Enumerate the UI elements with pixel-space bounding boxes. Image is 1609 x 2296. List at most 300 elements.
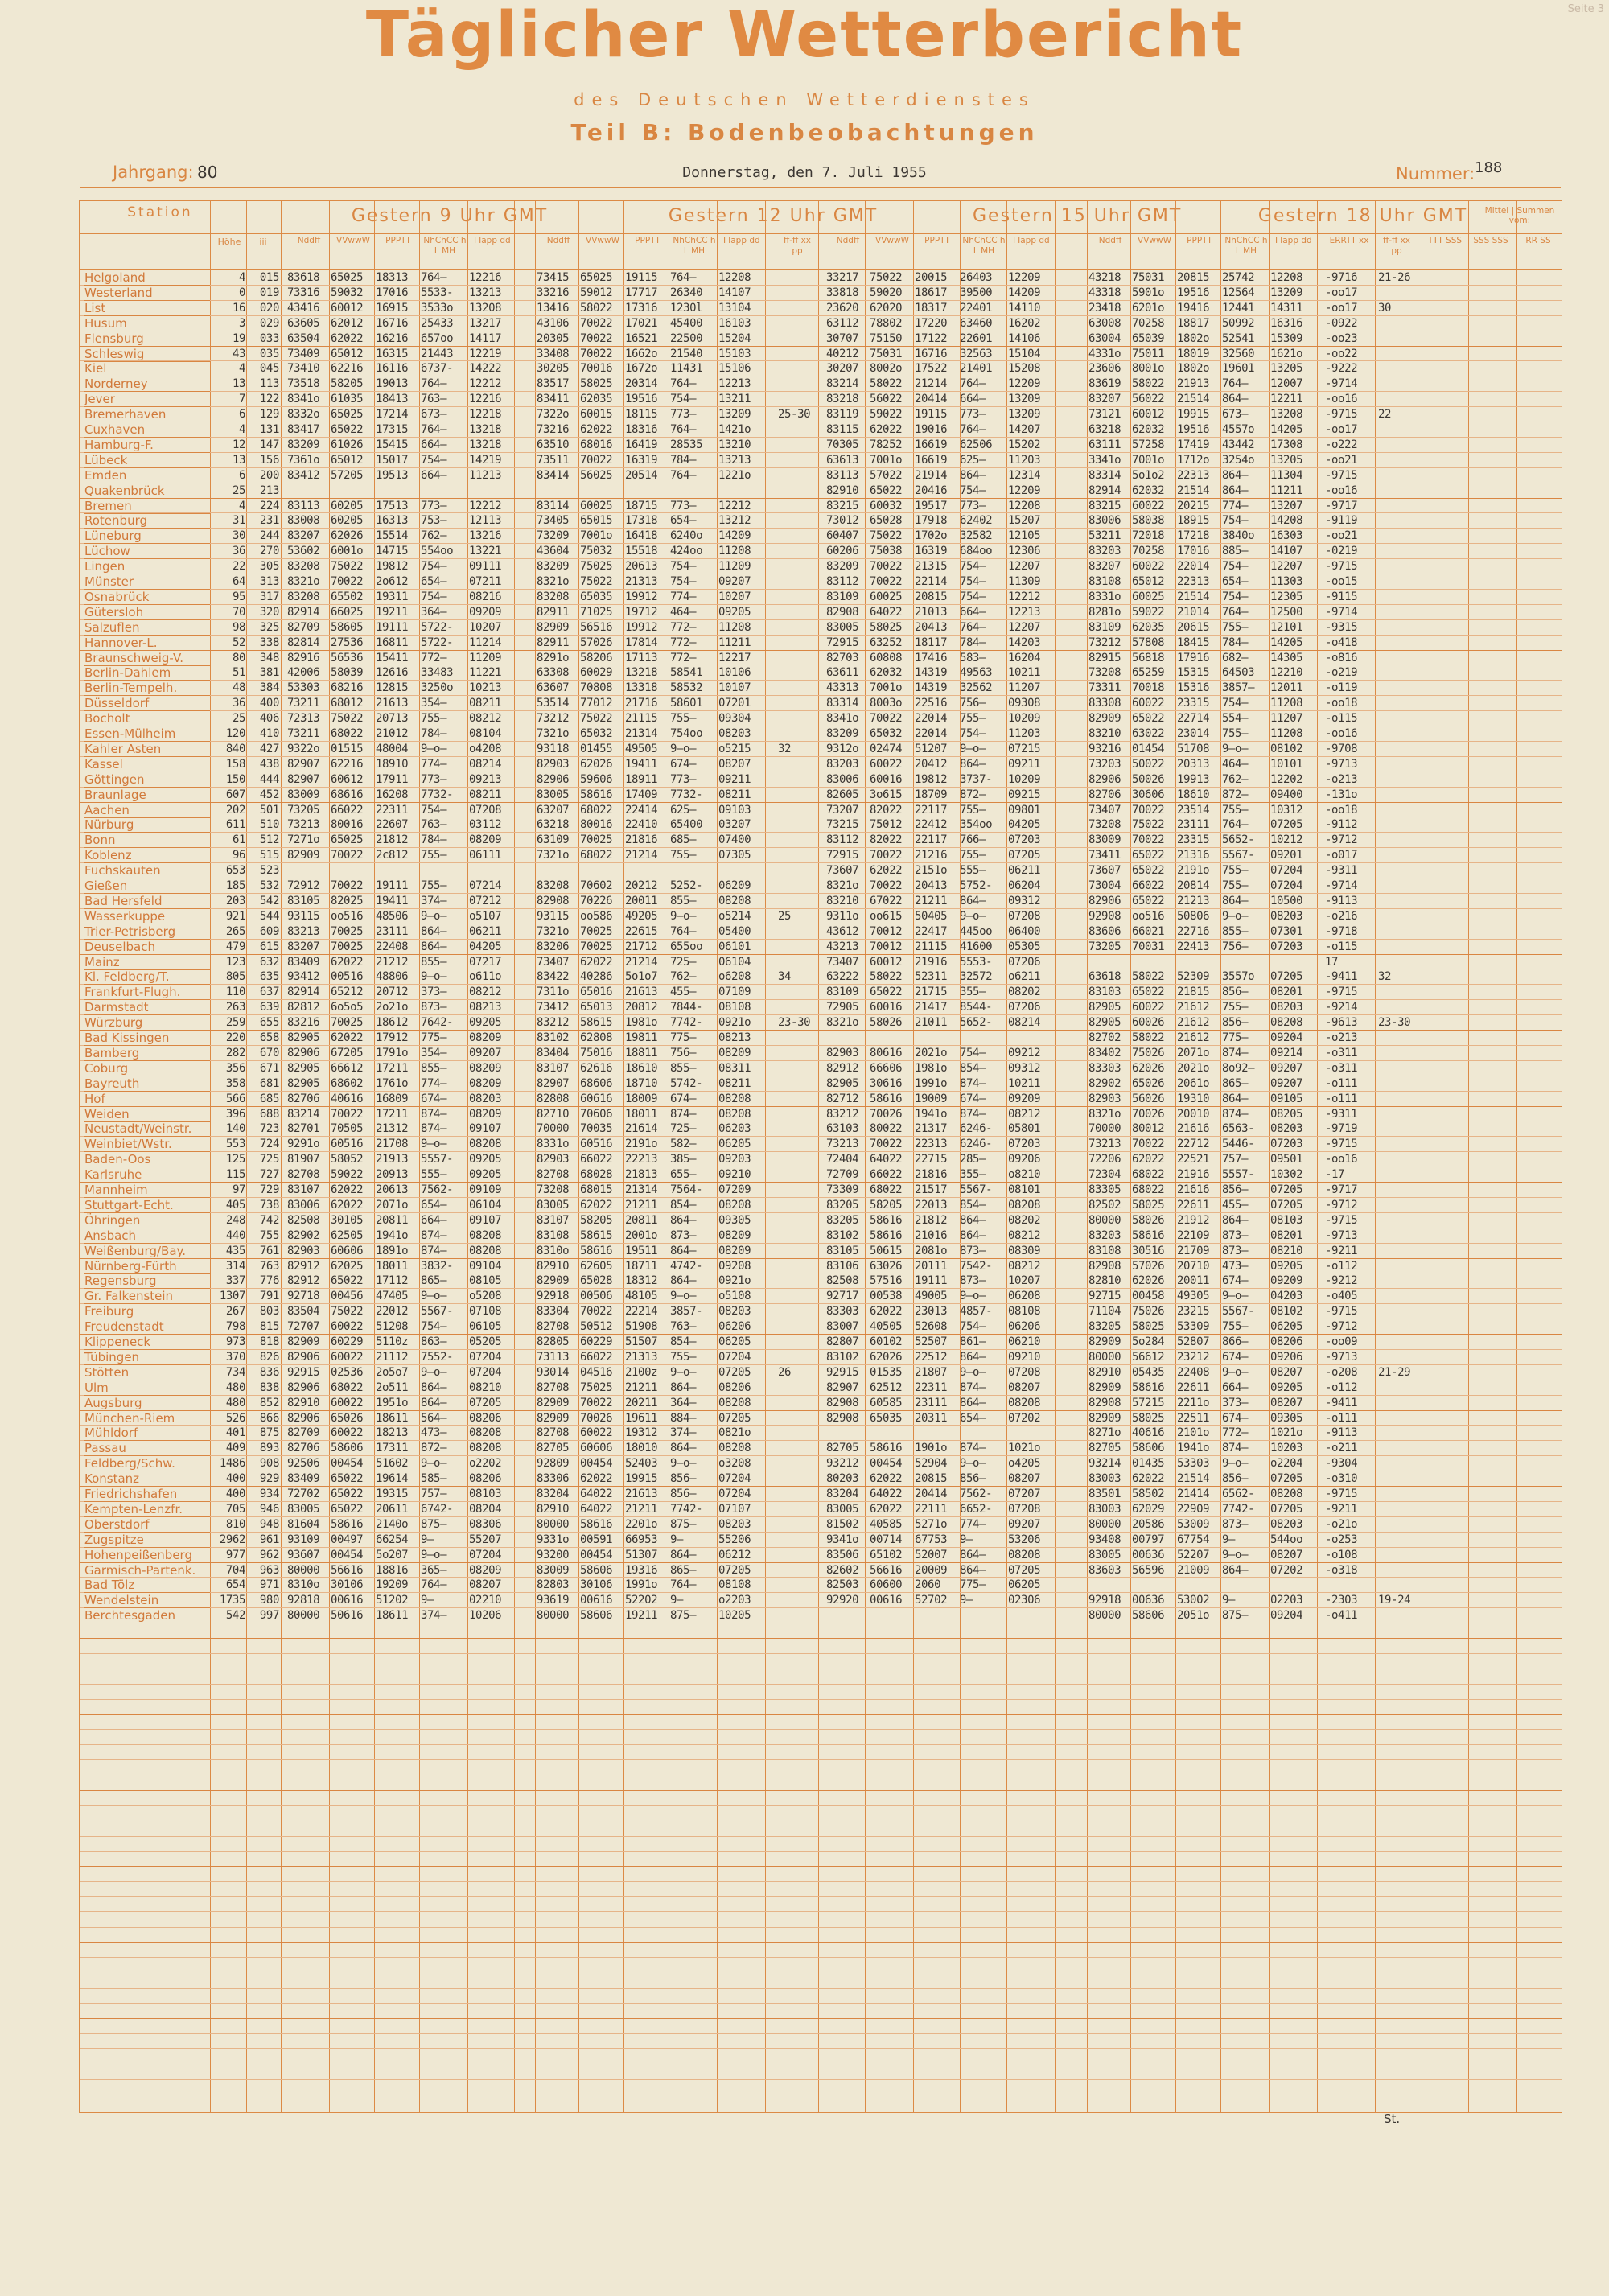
sub-9-ttapp: TTapp dd bbox=[472, 236, 511, 245]
obs-18-value: 08205 bbox=[1270, 1107, 1303, 1121]
obs-9-value: 16313 bbox=[376, 514, 409, 528]
obs-15-value: 66022 bbox=[870, 1168, 903, 1182]
obs-18-value: 22521 bbox=[1177, 1153, 1210, 1167]
obs-18-value: 60012 bbox=[1132, 408, 1165, 422]
station-index: 348 bbox=[259, 651, 279, 665]
obs-18-value: 65022 bbox=[1132, 985, 1165, 999]
obs-9-value: 09209 bbox=[469, 605, 502, 619]
obs-18-value: -o21o bbox=[1325, 1517, 1358, 1531]
obs-18-value: 09214 bbox=[1270, 1046, 1303, 1060]
obs-9-value: 81604 bbox=[287, 1517, 320, 1531]
obs-12-value: 20011 bbox=[625, 894, 658, 907]
obs-18-value: 56596 bbox=[1132, 1563, 1165, 1577]
obs-12-value: 1662o bbox=[625, 347, 658, 360]
obs-9-value: 21708 bbox=[376, 1138, 409, 1151]
station-height: 409 bbox=[225, 1442, 245, 1455]
obs-12-value: 08208 bbox=[718, 1396, 751, 1409]
obs-18-value: 23418 bbox=[1088, 301, 1121, 315]
obs-9-value bbox=[287, 483, 331, 498]
obs-12-value: 8331o bbox=[537, 1138, 570, 1151]
grid-hline bbox=[80, 1759, 1562, 1760]
obs-18-value: 764— bbox=[1222, 377, 1249, 391]
obs-18-value: o2204 bbox=[1270, 1457, 1303, 1471]
obs-9-value: 82708 bbox=[287, 1168, 320, 1182]
obs-15-value: 00714 bbox=[870, 1533, 903, 1546]
obs-18-value bbox=[1177, 1578, 1222, 1592]
obs-18-value bbox=[1378, 1031, 1430, 1045]
obs-15-value: 7001o bbox=[870, 681, 903, 695]
obs-9-value: 365— bbox=[421, 1563, 447, 1577]
obs-18-value: 772— bbox=[1222, 1426, 1249, 1440]
obs-9-value bbox=[469, 483, 521, 498]
station-index: 224 bbox=[259, 499, 279, 512]
obs-18-value: 58022 bbox=[1132, 1031, 1165, 1044]
obs-15-value: 22013 bbox=[915, 1198, 948, 1212]
obs-18-value: 82908 bbox=[1088, 1259, 1121, 1273]
obs-9-value: 83105 bbox=[287, 894, 320, 907]
obs-9-value: 47405 bbox=[376, 1290, 409, 1303]
obs-15-value bbox=[915, 1608, 960, 1623]
station-height: 265 bbox=[225, 924, 245, 938]
obs-18-value: 73205 bbox=[1088, 940, 1121, 953]
obs-12-value: 1672o bbox=[625, 362, 658, 376]
obs-15-value: 625— bbox=[960, 453, 986, 467]
obs-9-value: 51208 bbox=[376, 1320, 409, 1334]
obs-9-value: 56616 bbox=[331, 1563, 364, 1577]
obs-12-value: 1981o bbox=[625, 1016, 658, 1030]
obs-12-value: 21313 bbox=[625, 575, 658, 588]
obs-15-value: 63103 bbox=[826, 1122, 859, 1136]
obs-9-value: 00454 bbox=[331, 1457, 364, 1471]
obs-15-value: 12207 bbox=[1008, 620, 1041, 634]
obs-18-value: 9—o— bbox=[1222, 1548, 1249, 1562]
obs-9-value: 83209 bbox=[287, 438, 320, 451]
obs-9-value: 67205 bbox=[331, 1046, 364, 1060]
obs-9-value: 08209 bbox=[469, 1061, 502, 1075]
obs-12-value: 374— bbox=[670, 1426, 697, 1440]
obs-18-value: 50026 bbox=[1132, 772, 1165, 786]
obs-9-value: 13217 bbox=[469, 316, 502, 330]
obs-18-value: 83207 bbox=[1088, 393, 1121, 406]
obs-12-value: 58025 bbox=[580, 377, 613, 391]
obs-15-value: 63222 bbox=[826, 970, 859, 984]
station-height: 110 bbox=[225, 985, 245, 999]
obs-15-value: 06206 bbox=[1008, 1320, 1041, 1334]
obs-18-value: 3341o bbox=[1088, 453, 1121, 467]
station-index: 738 bbox=[259, 1198, 279, 1212]
obs-18-value: 14311 bbox=[1270, 301, 1303, 315]
obs-18-value: 755— bbox=[1222, 727, 1249, 740]
obs-9-value: 1791o bbox=[376, 1046, 409, 1060]
obs-18-value: 21612 bbox=[1177, 1031, 1210, 1044]
obs-12-value: 60229 bbox=[580, 1335, 613, 1348]
obs-15-value: 73407 bbox=[826, 955, 859, 969]
obs-18-value: 08207 bbox=[1270, 1365, 1303, 1379]
station-name: Hamburg-F. bbox=[84, 438, 210, 453]
obs-15-value: 57022 bbox=[870, 468, 903, 482]
obs-15-value: 2151o bbox=[915, 864, 948, 878]
table-row bbox=[80, 1440, 1562, 1455]
obs-18-value bbox=[1378, 590, 1430, 604]
station-height: 400 bbox=[225, 1487, 245, 1500]
table-row bbox=[80, 893, 1562, 908]
obs-9-value: 08211 bbox=[469, 697, 502, 710]
obs-9-value: 51202 bbox=[376, 1594, 409, 1607]
obs-9-value: 17315 bbox=[376, 423, 409, 436]
table-row bbox=[80, 604, 1562, 619]
obs-12-value: 674— bbox=[670, 1092, 697, 1105]
station-height: 705 bbox=[225, 1502, 245, 1516]
obs-9-value: 09111 bbox=[469, 560, 502, 574]
obs-12-value: 07201 bbox=[718, 697, 751, 710]
table-row bbox=[80, 1091, 1562, 1106]
obs-15-value: 285— bbox=[960, 1153, 986, 1167]
obs-18-value: 53309 bbox=[1177, 1320, 1210, 1334]
obs-9-value: 18611 bbox=[376, 1609, 409, 1623]
obs-9-value: 11221 bbox=[469, 666, 502, 680]
obs-12-value: 66022 bbox=[580, 1153, 613, 1167]
obs-18-value: 52807 bbox=[1177, 1335, 1210, 1348]
obs-12-value: 763— bbox=[670, 1320, 697, 1334]
obs-15-value: 06211 bbox=[1008, 864, 1041, 878]
obs-18-value: 07203 bbox=[1270, 940, 1303, 953]
table-row bbox=[80, 984, 1562, 999]
obs-12-value: 07305 bbox=[718, 849, 751, 862]
sub-mean-rr: RR SS bbox=[1525, 236, 1551, 245]
obs-18-value: 83006 bbox=[1088, 514, 1121, 528]
obs-15-value: 60012 bbox=[870, 955, 903, 969]
obs-9-value: 13213 bbox=[469, 286, 502, 299]
obs-9-value: 19013 bbox=[376, 377, 409, 391]
station-index: 818 bbox=[259, 1335, 279, 1348]
obs-18-value: 20586 bbox=[1132, 1517, 1165, 1531]
obs-9-value: 19411 bbox=[376, 894, 409, 907]
obs-12-value: 7001o bbox=[580, 529, 613, 543]
obs-18-value: -oo23 bbox=[1325, 331, 1358, 345]
obs-12-value: 80000 bbox=[537, 1609, 570, 1623]
station-name: Aachen bbox=[84, 803, 210, 818]
obs-18-value: 864— bbox=[1222, 393, 1249, 406]
station-index: 131 bbox=[259, 423, 279, 436]
obs-9-value: 82912 bbox=[287, 1274, 320, 1288]
obs-15-value: 70022 bbox=[870, 1138, 903, 1151]
obs-15-value: 874— bbox=[960, 1380, 986, 1394]
station-index: 406 bbox=[259, 712, 279, 726]
obs-18-value: 58502 bbox=[1132, 1487, 1165, 1500]
obs-12-value: 18710 bbox=[625, 1076, 658, 1090]
station-index: 755 bbox=[259, 1228, 279, 1242]
obs-18-value: 58026 bbox=[1132, 1213, 1165, 1227]
obs-15-value: o8210 bbox=[1008, 1168, 1041, 1182]
obs-15-value: 1991o bbox=[915, 1076, 948, 1090]
station-index: 270 bbox=[259, 545, 279, 558]
obs-18-value: -o311 bbox=[1325, 1061, 1358, 1075]
obs-12-value: 58616 bbox=[580, 788, 613, 801]
obs-18-value: 58038 bbox=[1132, 514, 1165, 528]
obs-9-value bbox=[331, 863, 376, 878]
obs-9-value: 19614 bbox=[376, 1472, 409, 1486]
obs-15-value: 82905 bbox=[826, 1076, 859, 1090]
obs-15-value: 8321o bbox=[826, 1016, 859, 1030]
obs-18-value: 19913 bbox=[1177, 772, 1210, 786]
obs-18-value: 19416 bbox=[1177, 301, 1210, 315]
obs-9-value: 16116 bbox=[376, 362, 409, 376]
obs-15-value: 06400 bbox=[1008, 924, 1041, 938]
station-name: Berlin-Dahlem bbox=[84, 665, 210, 681]
obs-18-value: 22714 bbox=[1177, 712, 1210, 726]
obs-12-value: 23-30 bbox=[778, 1016, 811, 1030]
grid-hline bbox=[80, 2003, 1562, 2004]
obs-9-value: 1941o bbox=[376, 1228, 409, 1242]
table-row bbox=[80, 270, 1562, 285]
obs-18-value: 82909 bbox=[1088, 1380, 1121, 1394]
obs-18-value bbox=[1378, 1487, 1430, 1501]
station-name: Gr. Falkenstein bbox=[84, 1289, 210, 1304]
obs-15-value: 10211 bbox=[1008, 1076, 1041, 1090]
obs-18-value: 09305 bbox=[1270, 1411, 1303, 1425]
obs-9-value: 13221 bbox=[469, 545, 502, 558]
obs-18-value: -9214 bbox=[1325, 1001, 1358, 1014]
table-row bbox=[80, 924, 1562, 939]
obs-12-value: 65016 bbox=[580, 985, 613, 999]
obs-9-value: 83005 bbox=[287, 1502, 320, 1516]
obs-18-value: 755— bbox=[1222, 1320, 1249, 1334]
obs-12-value: 1221o bbox=[718, 468, 751, 482]
obs-15-value: 08207 bbox=[1008, 1472, 1041, 1486]
obs-12-value: 83204 bbox=[537, 1487, 570, 1500]
obs-9-value: 01515 bbox=[331, 742, 364, 755]
obs-9-value: 12219 bbox=[469, 347, 502, 360]
obs-15-value: 07205 bbox=[1008, 849, 1041, 862]
obs-12-value: 83212 bbox=[537, 1016, 570, 1030]
obs-18-value: 14305 bbox=[1270, 651, 1303, 665]
obs-9-value: 19111 bbox=[376, 879, 409, 892]
station-name: Mannheim bbox=[84, 1183, 210, 1198]
obs-12-value bbox=[778, 376, 821, 391]
obs-12-value: 63308 bbox=[537, 666, 570, 680]
station-height: 370 bbox=[225, 1350, 245, 1364]
obs-9-value: 18313 bbox=[376, 271, 409, 284]
obs-18-value: -17 bbox=[1325, 1168, 1345, 1182]
obs-18-value: 22511 bbox=[1177, 1411, 1210, 1425]
obs-12-value: 49505 bbox=[625, 742, 658, 755]
station-height: 526 bbox=[225, 1411, 245, 1425]
obs-12-value: 772— bbox=[670, 651, 697, 665]
obs-12-value: 83206 bbox=[537, 940, 570, 953]
obs-18-value: 25742 bbox=[1222, 271, 1255, 284]
obs-9-value: 17211 bbox=[376, 1107, 409, 1121]
obs-12-value bbox=[537, 483, 580, 498]
obs-12-value: 9— bbox=[670, 1533, 684, 1546]
obs-12-value bbox=[778, 605, 821, 619]
obs-15-value: 19812 bbox=[915, 772, 948, 786]
obs-18-value bbox=[1378, 924, 1430, 939]
obs-12-value bbox=[778, 1563, 821, 1578]
obs-9-value: 20613 bbox=[376, 1183, 409, 1196]
obs-18-value: 5557- bbox=[1222, 1168, 1255, 1182]
station-index: 655 bbox=[259, 1016, 279, 1030]
obs-12-value: 18011 bbox=[625, 1107, 658, 1121]
obs-9-value: 06111 bbox=[469, 849, 502, 862]
obs-9-value: 07204 bbox=[469, 1350, 502, 1364]
obs-18-value: 82914 bbox=[1088, 483, 1121, 497]
obs-12-value: 856— bbox=[670, 1487, 697, 1500]
obs-9-value: 83412 bbox=[287, 468, 320, 482]
station-name: Ulm bbox=[84, 1380, 210, 1396]
obs-9-value: 1761o bbox=[376, 1076, 409, 1090]
obs-15-value: 63460 bbox=[960, 316, 993, 330]
obs-18-value: 1021o bbox=[1270, 1426, 1303, 1440]
obs-12-value: 17318 bbox=[625, 514, 658, 528]
obs-18-value: 674— bbox=[1222, 1411, 1249, 1425]
station-index: 908 bbox=[259, 1457, 279, 1471]
obs-18-value: 75026 bbox=[1132, 1305, 1165, 1319]
obs-9-value: 82902 bbox=[287, 1228, 320, 1242]
station-name: Freiburg bbox=[84, 1304, 210, 1319]
obs-18-value: 8271o bbox=[1088, 1426, 1121, 1440]
obs-12-value: 13213 bbox=[718, 453, 751, 467]
obs-18-value: 13205 bbox=[1270, 362, 1303, 376]
obs-12-value bbox=[778, 590, 821, 604]
obs-18-value: -9717 bbox=[1325, 499, 1358, 512]
obs-18-value: 7001o bbox=[1132, 453, 1165, 467]
obs-12-value: 82908 bbox=[537, 894, 570, 907]
obs-18-value: 63008 bbox=[1088, 316, 1121, 330]
obs-18-value: 874— bbox=[1222, 1442, 1249, 1455]
obs-12-value: 08213 bbox=[718, 1031, 751, 1044]
obs-18-value: 70022 bbox=[1132, 1138, 1165, 1151]
obs-9-value: 83207 bbox=[287, 940, 320, 953]
obs-12-value bbox=[778, 529, 821, 543]
obs-15-value: 08108 bbox=[1008, 1305, 1041, 1319]
station-height: 61 bbox=[232, 833, 245, 847]
obs-9-value: 872— bbox=[421, 1442, 447, 1455]
obs-15-value: 12212 bbox=[1008, 590, 1041, 603]
obs-15-value: 82910 bbox=[826, 483, 859, 497]
station-name: Wendelstein bbox=[84, 1593, 210, 1608]
obs-9-value: 754— bbox=[421, 560, 447, 574]
obs-12-value bbox=[778, 1578, 821, 1592]
obs-18-value: 1802o bbox=[1177, 362, 1210, 376]
obs-12-value bbox=[778, 499, 821, 513]
obs-15-value: 04205 bbox=[1008, 818, 1041, 832]
obs-9-value: 62022 bbox=[331, 1183, 364, 1196]
grid-hline bbox=[80, 1927, 1562, 1928]
obs-12-value: 58615 bbox=[580, 1016, 613, 1030]
station-name: Neustadt/Weinstr. bbox=[84, 1121, 210, 1137]
obs-18-value: 09501 bbox=[1270, 1153, 1303, 1167]
obs-18-value: 80000 bbox=[1088, 1350, 1121, 1364]
obs-15-value: 72709 bbox=[826, 1168, 859, 1182]
obs-18-value: 11208 bbox=[1270, 727, 1303, 740]
obs-9-value: 07212 bbox=[469, 894, 502, 907]
obs-15-value: 93212 bbox=[826, 1457, 859, 1471]
obs-12-value: 55206 bbox=[718, 1533, 751, 1546]
station-name: Konstanz bbox=[84, 1471, 210, 1487]
obs-15-value bbox=[960, 1031, 1008, 1045]
obs-15-value: 83215 bbox=[826, 499, 859, 512]
obs-18-value: 18019 bbox=[1177, 347, 1210, 360]
obs-18-value: 62029 bbox=[1132, 1502, 1165, 1516]
obs-15-value: 13209 bbox=[1008, 408, 1041, 422]
obs-12-value: 08208 bbox=[718, 1092, 751, 1105]
obs-12-value: 0821o bbox=[718, 1426, 751, 1440]
station-height: 440 bbox=[225, 1228, 245, 1242]
obs-12-value: 20811 bbox=[625, 1213, 658, 1227]
obs-18-value: 09207 bbox=[1270, 1061, 1303, 1075]
obs-15-value: 12314 bbox=[1008, 468, 1041, 482]
station-height: 1486 bbox=[219, 1457, 245, 1471]
station-name: Nürburg bbox=[84, 817, 210, 833]
obs-15-value: 12209 bbox=[1008, 271, 1041, 284]
obs-12-value: 19411 bbox=[625, 757, 658, 771]
grid-hline bbox=[80, 1714, 1562, 1715]
obs-12-value: 25-30 bbox=[778, 408, 811, 422]
obs-12-value: 07205 bbox=[718, 1411, 751, 1425]
obs-15-value: 773— bbox=[960, 408, 986, 422]
obs-18-value: -o318 bbox=[1325, 1563, 1358, 1577]
obs-18-value: 08102 bbox=[1270, 1305, 1303, 1319]
obs-18-value: 58025 bbox=[1132, 1320, 1165, 1334]
obs-18-value: 22611 bbox=[1177, 1380, 1210, 1394]
obs-9-value: 48806 bbox=[376, 970, 409, 984]
obs-18-value: 14205 bbox=[1270, 423, 1303, 436]
report-date: Donnerstag, den 7. Juli 1955 bbox=[682, 164, 927, 181]
obs-12-value: 755— bbox=[670, 712, 697, 726]
obs-12-value: 92918 bbox=[537, 1290, 570, 1303]
obs-15-value: 62022 bbox=[870, 1502, 903, 1516]
obs-9-value: 22408 bbox=[376, 940, 409, 953]
obs-15-value: 16319 bbox=[915, 545, 948, 558]
table-row bbox=[80, 969, 1562, 984]
station-height: 203 bbox=[225, 894, 245, 907]
station-name: Hof bbox=[84, 1092, 210, 1107]
obs-9-value: 62012 bbox=[331, 316, 364, 330]
station-height: 4 bbox=[238, 499, 245, 512]
obs-18-value bbox=[1378, 453, 1430, 467]
obs-18-value: -9714 bbox=[1325, 605, 1358, 619]
obs-18-value: 5446- bbox=[1222, 1138, 1255, 1151]
obs-18-value: 73212 bbox=[1088, 636, 1121, 649]
table-row bbox=[80, 558, 1562, 574]
table-row bbox=[80, 528, 1562, 543]
obs-12-value: 58541 bbox=[670, 666, 703, 680]
obs-18-value: 83303 bbox=[1088, 1061, 1121, 1075]
obs-15-value: 83205 bbox=[826, 1213, 859, 1227]
grid-hline bbox=[80, 2079, 1562, 2080]
obs-15-value: 07203 bbox=[1008, 1138, 1041, 1151]
obs-18-value: 08201 bbox=[1270, 1228, 1303, 1242]
obs-18-value bbox=[1378, 1107, 1430, 1121]
obs-9-value: 08208 bbox=[469, 1244, 502, 1257]
obs-18-value: 9—o— bbox=[1222, 742, 1249, 755]
obs-15-value: 12209 bbox=[1008, 483, 1041, 497]
obs-9-value: 554oo bbox=[421, 545, 454, 558]
grid-hline bbox=[80, 1866, 1562, 1867]
obs-12-value: 30205 bbox=[537, 362, 570, 376]
obs-15-value: 07207 bbox=[1008, 1487, 1041, 1500]
obs-12-value: 70226 bbox=[580, 894, 613, 907]
obs-9-value: 21812 bbox=[376, 833, 409, 847]
obs-18-value bbox=[1378, 940, 1430, 954]
obs-15-value: 21417 bbox=[915, 1001, 948, 1014]
station-height: 22 bbox=[232, 560, 245, 574]
obs-18-value bbox=[1378, 1502, 1430, 1516]
obs-12-value bbox=[625, 863, 670, 878]
obs-18-value bbox=[1088, 1578, 1132, 1592]
obs-15-value: 58022 bbox=[870, 970, 903, 984]
obs-18-value: -9714 bbox=[1325, 377, 1358, 391]
